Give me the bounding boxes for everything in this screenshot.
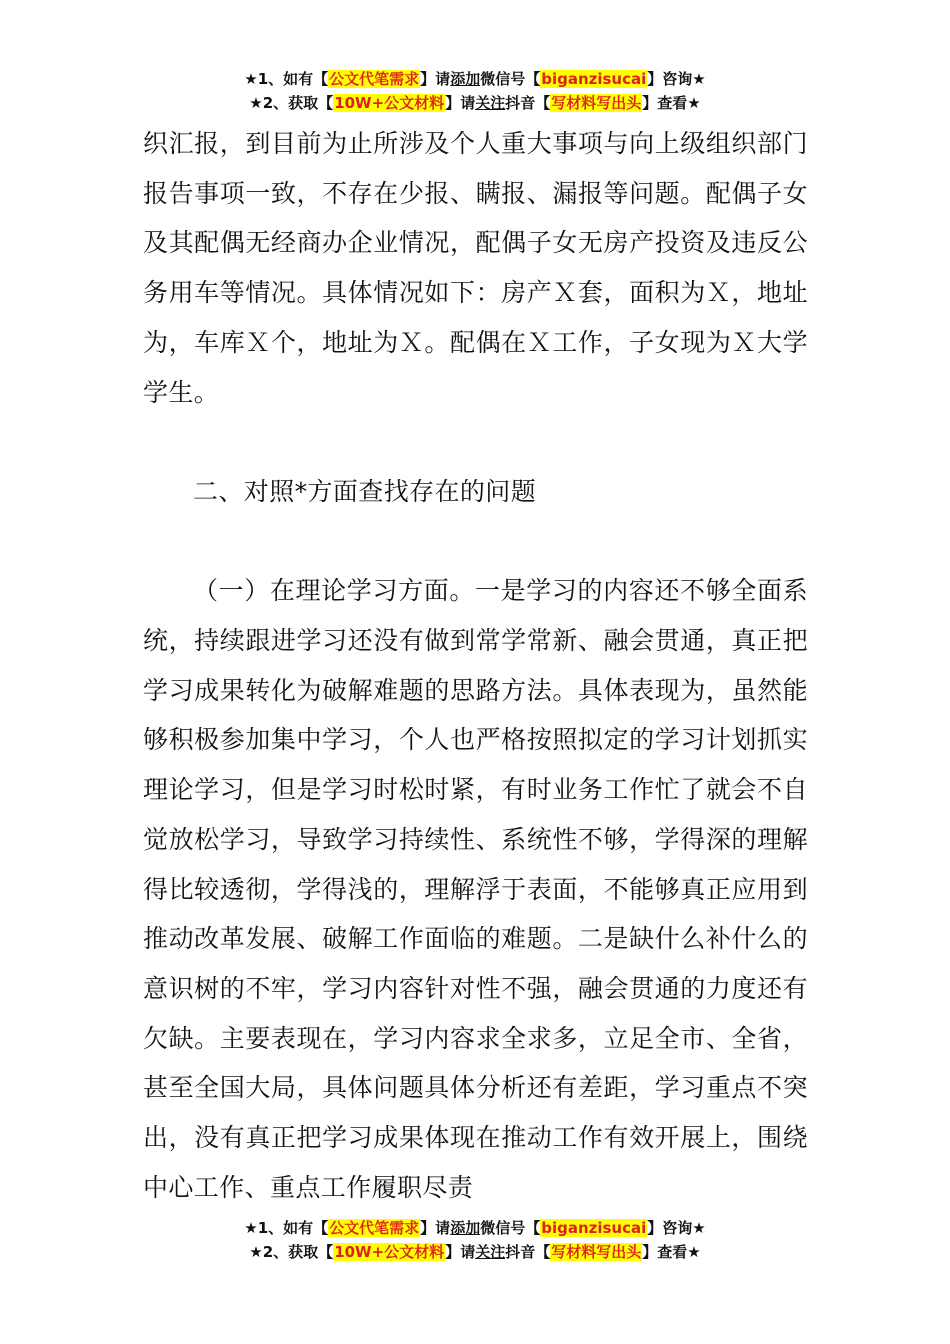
banner-prefix: ★1、如有【 bbox=[244, 1219, 329, 1237]
header-banner bbox=[0, 67, 950, 115]
banner-line-1 bbox=[0, 67, 950, 91]
banner-text: 微信号【 bbox=[480, 1219, 541, 1237]
wechat-id-highlight: biganzisucai bbox=[541, 1219, 647, 1237]
banner-line-2 bbox=[0, 1240, 950, 1264]
banner-text: 】请 bbox=[445, 94, 476, 112]
banner-suffix: 】咨询★ bbox=[647, 70, 706, 88]
body-paragraph: （一）在理论学习方面。一是学习的内容还不够全面系统，持续跟进学习还没有做到常学常新、融会贯通，真正把学习成果转化为破解难题的思路方法。具体表现为，虽然能够积极参加集中学习，个人也严格按照拟定的学习计划抓实理论学习，但是学习时松时紧，有时业务工作忙了就会不自觉放松学习，导致学习持续性、系统性不够，学得深的理解得比较透彻，学得浅的，理解浮于表面，不能够真正应用到推动改革发展、破解工作面临的难题。二是缺什么补什么的意识树的不牢，学习内容针对性不强，融会贯通的力度还有欠缺。主要表现在，学习内容求全求多，立足全市、全省，甚至全国大局，具体问题具体分析还有差距，学习重点不突出，没有真正把学习成果体现在推动工作有效开展上，围绕中心工作、重点工作履职尽责 bbox=[143, 576, 808, 1202]
douyin-account-highlight: 写材料写出头 bbox=[551, 1243, 642, 1261]
body-paragraph: 织汇报，到目前为止所涉及个人重大事项与向上级组织部门报告事项一致，不存在少报、瞒报、漏报等问题。配偶子女及其配偶无经商办企业情况，配偶子女无房产投资及违反公务用车等情况。具体情况如下：房产Ｘ套，面积为Ｘ，地址为，车库Ｘ个，地址为Ｘ。配偶在Ｘ工作，子女现为Ｘ大学学生。 bbox=[143, 129, 808, 407]
banner-text: 抖音【 bbox=[505, 94, 551, 112]
banner-text: 抖音【 bbox=[505, 1243, 551, 1261]
banner-underlined-text: 添加 bbox=[450, 70, 481, 88]
footer-banner bbox=[0, 1216, 950, 1264]
paragraph-spacer bbox=[143, 517, 808, 567]
materials-highlight: 10W+公文材料 bbox=[334, 1243, 445, 1261]
banner-suffix: 】查看★ bbox=[642, 94, 701, 112]
banner-line-2 bbox=[0, 91, 950, 115]
banner-underlined-text: 添加 bbox=[450, 1219, 481, 1237]
paragraph-spacer bbox=[143, 417, 808, 467]
service-highlight: 公文代笔需求 bbox=[329, 1219, 420, 1237]
banner-suffix: 】查看★ bbox=[642, 1243, 701, 1261]
banner-text: 】请 bbox=[445, 1243, 476, 1261]
banner-text: 】请 bbox=[420, 1219, 451, 1237]
banner-suffix: 】咨询★ bbox=[647, 1219, 706, 1237]
service-highlight: 公文代笔需求 bbox=[329, 70, 420, 88]
douyin-account-highlight: 写材料写出头 bbox=[551, 94, 642, 112]
banner-prefix: ★1、如有【 bbox=[244, 70, 329, 88]
wechat-id-highlight: biganzisucai bbox=[541, 70, 647, 88]
banner-prefix: ★2、获取【 bbox=[249, 94, 334, 112]
banner-underlined-text: 关注 bbox=[475, 1243, 506, 1261]
section-heading: 二、对照*方面查找存在的问题 bbox=[193, 476, 537, 506]
materials-highlight: 10W+公文材料 bbox=[334, 94, 445, 112]
banner-prefix: ★2、获取【 bbox=[249, 1243, 334, 1261]
banner-underlined-text: 关注 bbox=[475, 94, 506, 112]
banner-text: 】请 bbox=[420, 70, 451, 88]
banner-text: 微信号【 bbox=[480, 70, 541, 88]
document-body bbox=[143, 119, 808, 1212]
banner-line-1 bbox=[0, 1216, 950, 1240]
